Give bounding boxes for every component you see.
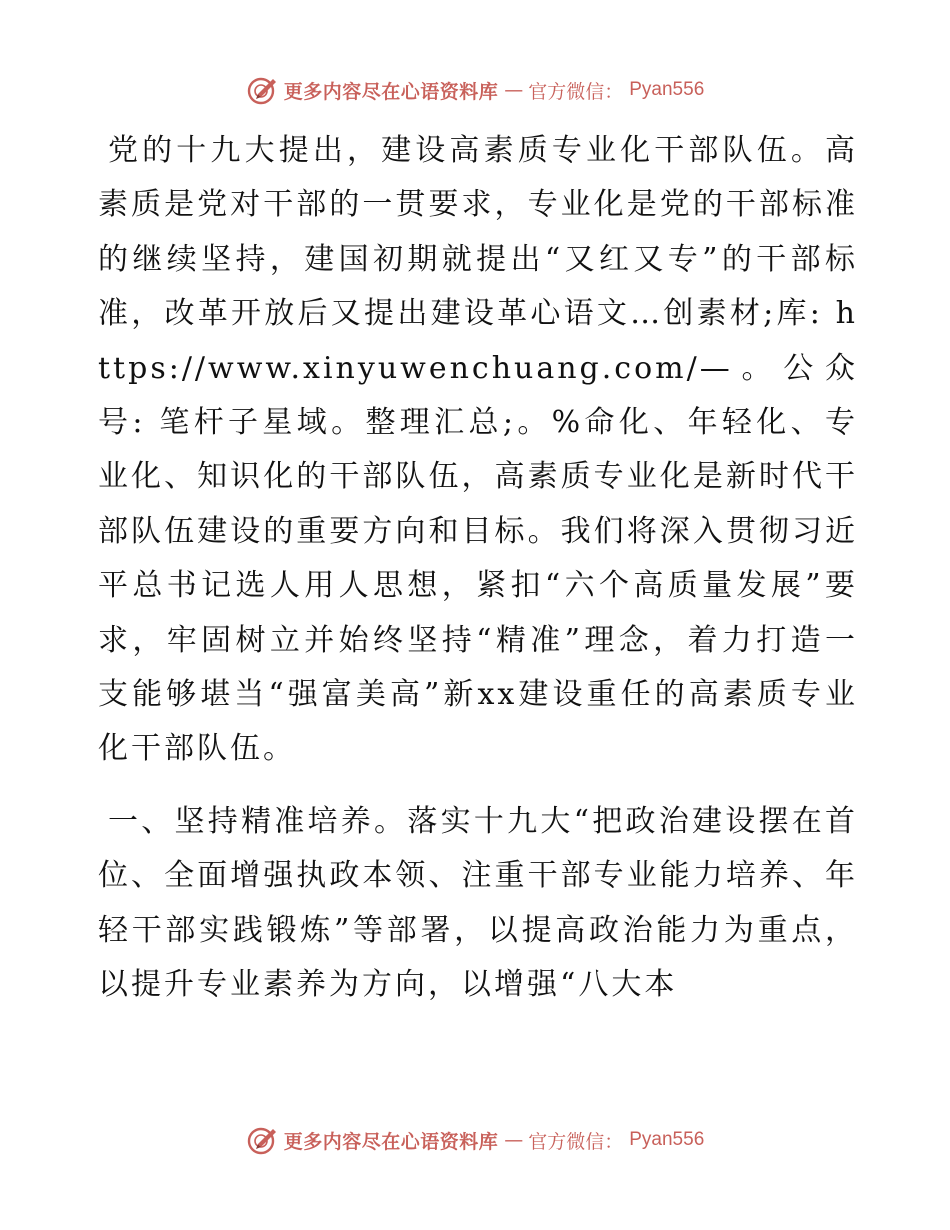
paragraph-intro: 党的十九大提出，建设高素质专业化干部队伍。高素质是党对干部的一贯要求，专业化是党的干部标准的继续坚持，建国初期就提出“又红又专”的干部标准，改革开放后又提出建设革心语文…创素材;库: https://www.xinyuwenchuang.com/—。公众号: 笔杆子星域。整理汇总;。%命化、年轻化、专业化、知识化的干部队伍，高素质专业化是新时代干部队伍建设的重要方向和目标。我们将深入贯彻习近平总书记选人用人思想，紧扣“六个高质量发展”要求，牢固树立并始终坚持“精准”理念，着力打造一支能够堪当“强富美高”新xx建设重任的高素质专业化干部队伍。 [98, 133, 858, 767]
page-header [0, 70, 950, 110]
header-banner [246, 74, 705, 106]
footer-wechat-id: Pyan556 [629, 1129, 705, 1150]
header-wechat-label: 官方微信： [528, 80, 624, 103]
footer-wechat-label: 官方微信： [528, 1130, 624, 1153]
footer-site-text: 更多内容尽在心语资料库 [283, 1130, 499, 1153]
paragraph-section-one: 一、坚持精准培养。落实十九大“把政治建设摆在首位、全面增强执政本领、注重干部专业能力培养、年轻干部实践锻炼”等部署，以提高政治能力为重点，以提升专业素养为方向，以增强“八大本 [98, 803, 858, 1003]
header-separator: — [504, 79, 523, 101]
header-wechat-id: Pyan556 [629, 79, 705, 100]
document-body [98, 124, 858, 1013]
footer-separator: — [504, 1129, 523, 1151]
page-footer [0, 1120, 950, 1160]
pen-logo-icon [246, 1124, 278, 1156]
footer-banner [246, 1124, 705, 1156]
paragraph-spacer [98, 777, 858, 795]
pen-logo-icon [246, 74, 278, 106]
header-site-text: 更多内容尽在心语资料库 [283, 80, 499, 103]
